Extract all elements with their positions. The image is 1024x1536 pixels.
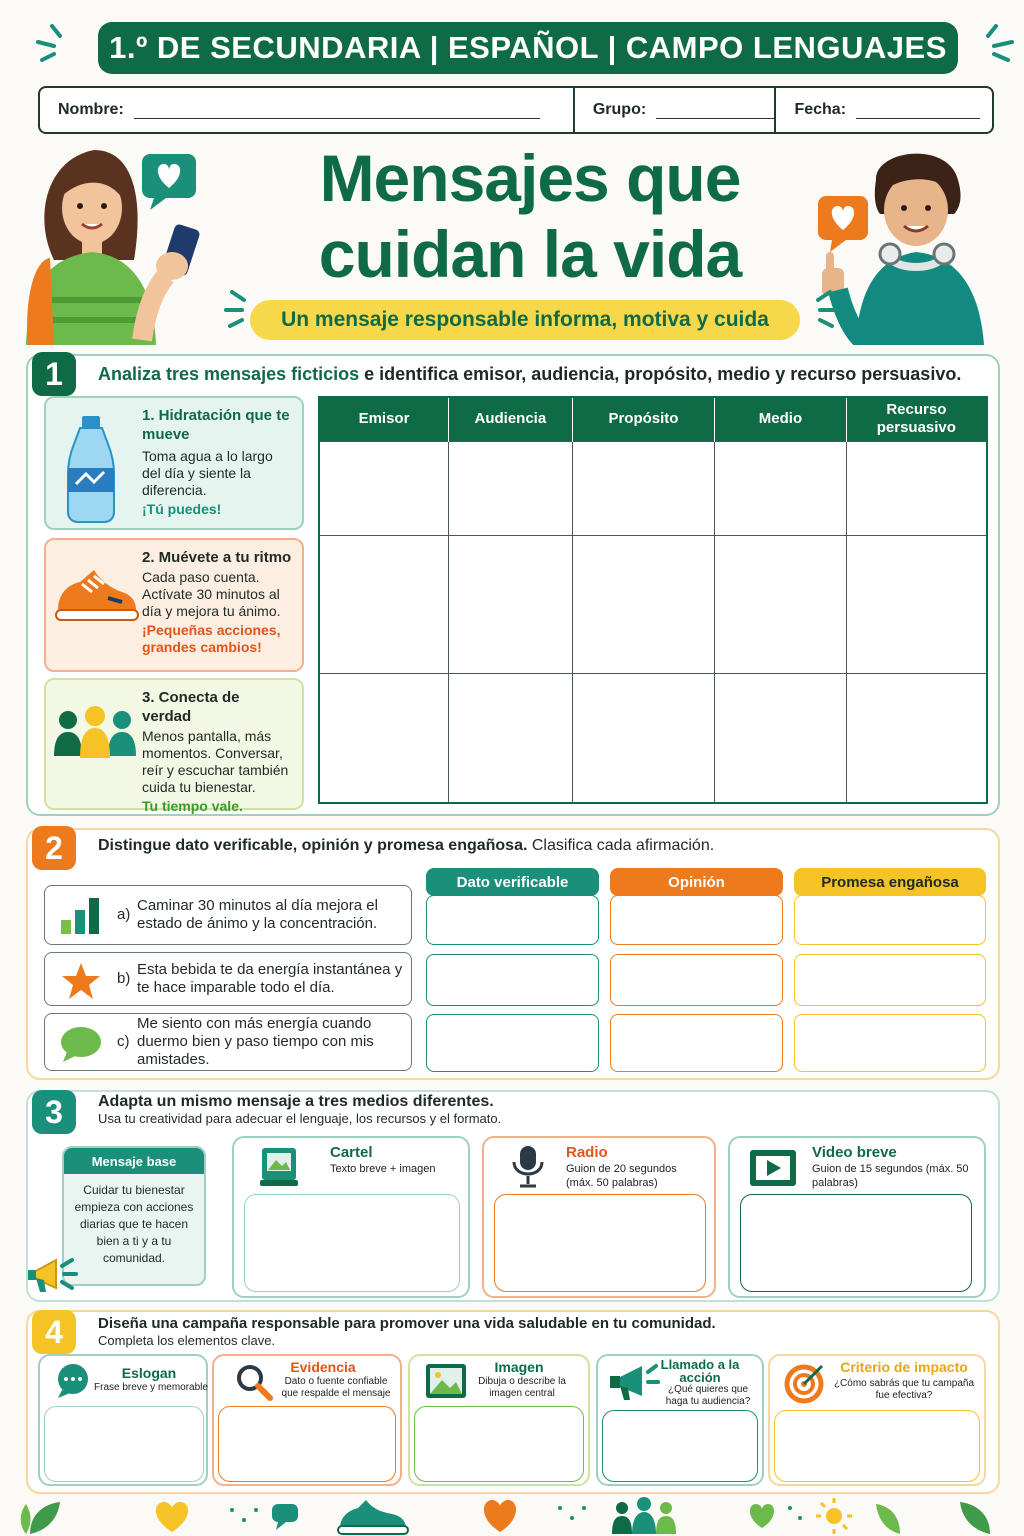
col-opinion: Opinión — [610, 868, 783, 896]
table-cell[interactable] — [846, 441, 987, 535]
footer-decoration — [0, 1494, 1024, 1536]
imagen-answer-box[interactable] — [414, 1406, 584, 1482]
table-row — [319, 673, 987, 803]
message-card-1 — [44, 396, 304, 530]
card-2-title: 2. Muévete a tu ritmo — [142, 549, 292, 566]
sparkle-left-icon — [30, 20, 90, 70]
section-1-number: 1 — [32, 352, 76, 396]
bar-chart-icon — [59, 896, 103, 936]
name-field[interactable] — [134, 101, 540, 119]
sneaker-small-icon — [338, 1500, 408, 1534]
col-proposito: Propósito — [572, 397, 715, 441]
media-cartel-title: Cartel — [330, 1144, 373, 1161]
chat-icon — [54, 1362, 92, 1400]
col-audiencia: Audiencia — [449, 397, 573, 441]
section-4-number: 4 — [32, 1310, 76, 1354]
section-1-instruction: Analiza tres mensajes ficticios e identifica emisor, audiencia, propósito, medio y recurso persuasivo. — [98, 364, 962, 384]
table-cell[interactable] — [715, 441, 846, 535]
campaign-card-evidencia — [212, 1354, 402, 1486]
section-3-number: 3 — [32, 1090, 76, 1134]
table-cell[interactable] — [846, 535, 987, 673]
llamado-desc: ¿Qué quieres que haga tu audiencia? — [665, 1384, 751, 1407]
card-3-motto: Tu tiempo vale. — [142, 798, 243, 814]
statement-a: a) Caminar 30 minutos al día mejora el estado de ánimo y la concentración. — [44, 885, 412, 945]
criterio-answer-box[interactable] — [774, 1410, 980, 1482]
people-icon — [52, 704, 138, 764]
evidencia-desc: Dato o fuente confiable que respalde el mensaje — [281, 1376, 391, 1399]
card-2-motto: ¡Pequeñas acciones, grandes cambios! — [142, 622, 281, 655]
date-field[interactable] — [856, 101, 980, 119]
card-1-body: Toma agua a lo largo del día y siente la diferencia. — [142, 448, 273, 498]
star-icon — [59, 961, 103, 1001]
section-2-instruction: Distingue dato verificable, opinión y promesa engañosa. Clasifica cada afirmación. — [98, 837, 715, 854]
dots-icon-3 — [788, 1506, 802, 1520]
evidencia-title: Evidencia — [290, 1359, 356, 1375]
leaf-left-icon — [21, 1502, 60, 1534]
water-bottle-icon — [52, 414, 132, 524]
llamado-title: Llamado a la acción — [660, 1357, 740, 1385]
table-cell[interactable] — [715, 535, 846, 673]
campaign-card-eslogan — [38, 1354, 208, 1486]
table-cell[interactable] — [319, 441, 449, 535]
target-icon — [784, 1360, 828, 1404]
video-icon — [748, 1144, 798, 1190]
title-line-2: cuidan la vida — [318, 217, 742, 291]
dots-icon — [230, 1508, 258, 1522]
col-emisor: Emisor — [319, 397, 449, 441]
card-3-body: Menos pantalla, más momentos. Conversar, reír y escuchar también cuida tu bienestar. — [142, 728, 289, 795]
statement-b: b) Esta bebida te da energía instantánea y te hace imparable todo el día. — [44, 952, 412, 1006]
media-card-radio — [482, 1136, 716, 1298]
image-icon — [424, 1362, 468, 1402]
answer-a-dato[interactable] — [426, 895, 599, 945]
table-row — [319, 441, 987, 535]
media-radio-desc: Guion de 20 segundos (máx. 50 palabras) — [566, 1163, 677, 1189]
media-cartel-desc: Texto breve + imagen — [330, 1163, 436, 1175]
section-3-subinstruction: Usa tu creatividad para adecuar el lenguaje, los recursos y el formato. — [98, 1111, 502, 1126]
table-cell[interactable] — [715, 673, 846, 803]
criterio-title: Criterio de impacto — [840, 1359, 968, 1375]
girl-with-phone-illustration — [14, 140, 220, 345]
card-3-title: 3. Conecta de verdad — [142, 689, 240, 725]
table-row — [319, 535, 987, 673]
title-line-1: Mensajes que — [319, 141, 741, 215]
media-card-video — [728, 1136, 986, 1298]
col-medio: Medio — [715, 397, 846, 441]
table-cell[interactable] — [449, 441, 573, 535]
imagen-desc: Dibuja o describe la imagen central — [478, 1376, 566, 1399]
table-cell[interactable] — [449, 673, 573, 803]
microphone-icon — [508, 1144, 548, 1190]
page-title — [220, 140, 840, 292]
chat-small-icon — [272, 1504, 298, 1530]
media-video-desc: Guion de 15 segundos (máx. 50 palabras) — [812, 1163, 969, 1189]
section-2-number: 2 — [32, 826, 76, 870]
dots-icon-2 — [558, 1506, 586, 1520]
card-2-body: Cada paso cuenta. Actívate 30 minutos al día y mejora tu ánimo. — [142, 569, 281, 619]
answer-b-opinion[interactable] — [610, 954, 783, 1006]
campaign-card-criterio — [768, 1354, 986, 1486]
campaign-card-imagen — [408, 1354, 590, 1486]
criterio-desc: ¿Cómo sabrás que tu campaña fue efectiva? — [833, 1378, 975, 1401]
poster-icon — [258, 1144, 300, 1190]
table-cell[interactable] — [572, 535, 715, 673]
answer-b-promesa[interactable] — [794, 954, 986, 1006]
date-label: Fecha: — [794, 101, 847, 118]
section-4-subinstruction: Completa los elementos clave. — [98, 1333, 276, 1348]
answer-a-promesa[interactable] — [794, 895, 986, 945]
eslogan-answer-box[interactable] — [44, 1406, 204, 1482]
campaign-card-llamado — [596, 1354, 764, 1486]
table-cell[interactable] — [319, 535, 449, 673]
group-field[interactable] — [656, 101, 774, 119]
heart-icon — [156, 1502, 188, 1532]
answer-b-dato[interactable] — [426, 954, 599, 1006]
answer-c-promesa[interactable] — [794, 1014, 986, 1072]
group-label: Grupo: — [592, 101, 647, 118]
base-message-card — [62, 1146, 206, 1286]
name-label: Nombre: — [58, 101, 124, 118]
base-message-text: Cuidar tu bienestar empieza con acciones diarias que te hacen bien a ti y a tu comunidad. — [74, 1183, 194, 1265]
analysis-table — [318, 396, 988, 804]
answer-a-opinion[interactable] — [610, 895, 783, 945]
media-video-title: Video breve — [812, 1144, 897, 1161]
sneaker-icon — [52, 562, 140, 632]
heart-orange-icon — [484, 1500, 516, 1532]
col-recurso: Recurso persuasivo — [846, 397, 987, 441]
speech-bubble-icon — [59, 1024, 103, 1064]
cartel-answer-box[interactable] — [244, 1194, 460, 1292]
col-dato-verificable: Dato verificable — [426, 868, 599, 896]
card-1-motto: ¡Tú puedes! — [142, 501, 222, 517]
imagen-title: Imagen — [494, 1359, 544, 1375]
radio-answer-box[interactable] — [494, 1194, 706, 1292]
megaphone-icon-small — [26, 1252, 82, 1298]
statement-c: c) Me siento con más energía cuando duermo bien y paso tiempo con mis amistades. — [44, 1013, 412, 1071]
answer-c-dato[interactable] — [426, 1014, 599, 1072]
student-info-box — [38, 86, 994, 134]
grade-subject-banner: 1.º DE SECUNDARIA | ESPAÑOL | CAMPO LENGUAJES — [98, 22, 958, 74]
eslogan-title: Eslogan — [121, 1365, 177, 1381]
magnifier-icon — [234, 1362, 274, 1402]
people-small-icon — [612, 1497, 676, 1534]
media-radio-title: Radio — [566, 1144, 608, 1161]
sparkle-right-icon — [960, 20, 1020, 70]
sun-icon — [816, 1498, 852, 1534]
table-cell[interactable] — [572, 441, 715, 535]
table-cell[interactable] — [572, 673, 715, 803]
message-card-2 — [44, 538, 304, 672]
leaf-right-icon — [876, 1502, 990, 1534]
table-cell[interactable] — [319, 673, 449, 803]
card-1-title: 1. Hidratación que te mueve — [142, 407, 290, 443]
evidencia-answer-box[interactable] — [218, 1406, 396, 1482]
sparkle-subtitle-right-icon — [800, 286, 840, 334]
eslogan-desc: Frase breve y memorable — [94, 1382, 208, 1393]
megaphone-icon — [608, 1360, 660, 1406]
answer-c-opinion[interactable] — [610, 1014, 783, 1072]
section-4-instruction: Diseña una campaña responsable para promover una vida saludable en tu comunidad. — [98, 1315, 716, 1332]
subtitle-pill: Un mensaje responsable informa, motiva y cuida — [250, 300, 800, 340]
media-card-cartel — [232, 1136, 470, 1298]
col-promesa-enganosa: Promesa engañosa — [794, 868, 986, 896]
table-cell[interactable] — [846, 673, 987, 803]
video-answer-box[interactable] — [740, 1194, 972, 1292]
base-message-label: Mensaje base — [64, 1148, 204, 1174]
llamado-answer-box[interactable] — [602, 1410, 758, 1482]
section-3-instruction: Adapta un mismo mensaje a tres medios diferentes. — [98, 1093, 494, 1110]
message-card-3 — [44, 678, 304, 814]
heart-green-icon — [750, 1504, 774, 1528]
table-cell[interactable] — [449, 535, 573, 673]
